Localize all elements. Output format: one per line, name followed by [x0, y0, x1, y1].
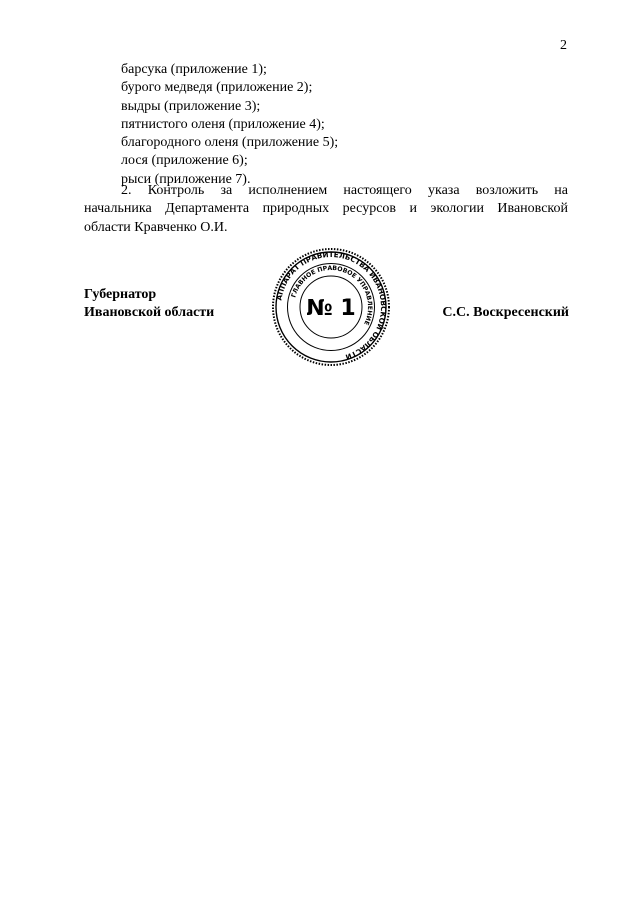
- page-number: 2: [560, 38, 567, 53]
- seal-outer-text: АППАРАТ ПРАВИТЕЛЬСТВА ИВАНОВСКОЙ ОБЛАСТИ: [274, 249, 389, 362]
- paragraph-line: области Кравченко О.И.: [84, 219, 228, 235]
- seal-inner-text: ГЛАВНОЕ ПРАВОВОЕ УПРАВЛЕНИЕ: [290, 264, 374, 326]
- list-item: пятнистого оленя (приложение 4);: [121, 116, 325, 132]
- list-item: благородного оленя (приложение 5);: [121, 135, 339, 151]
- species-list: [121, 61, 338, 189]
- control-paragraph: [84, 182, 568, 237]
- signatory-name: С.С. Воскресенский: [442, 305, 569, 320]
- list-item: лося (приложение 6);: [121, 153, 248, 169]
- list-item: рыси (приложение 7).: [121, 171, 251, 187]
- list-item: выдры (приложение 3);: [121, 98, 261, 114]
- position-title: Губернатор: [84, 287, 157, 302]
- seal-number: № 1: [306, 296, 356, 321]
- list-item: бурого медведя (приложение 2);: [121, 80, 313, 96]
- paragraph-line: начальника Департамента природных ресурсов и экологии Ивановской: [84, 201, 568, 217]
- paragraph-line: 2. Контроль за исполнением настоящего указа возложить на: [121, 183, 568, 198]
- position-region: Ивановской области: [84, 305, 215, 320]
- official-seal: [271, 247, 391, 367]
- signatory-position: [84, 286, 214, 322]
- list-item: барсука (приложение 1);: [121, 62, 267, 77]
